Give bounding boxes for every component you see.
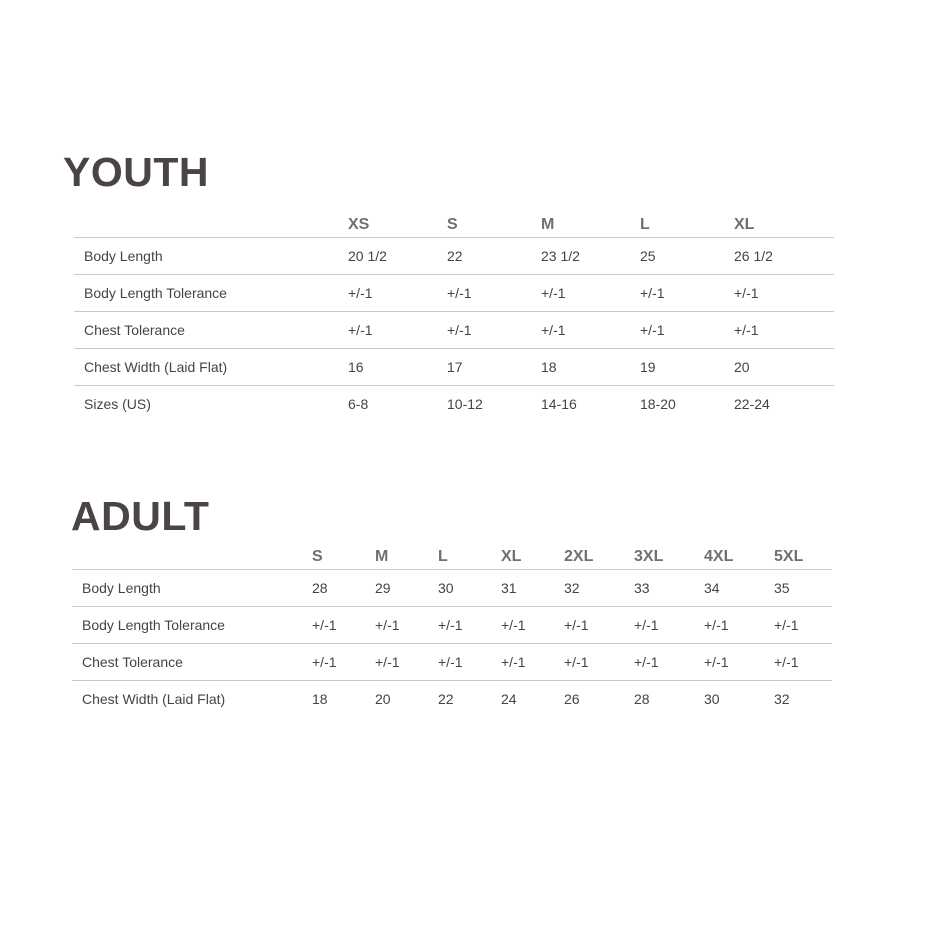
table-cell: +/-1 <box>491 607 554 644</box>
table-cell: +/-1 <box>764 644 832 681</box>
adult-title: ADULT <box>71 493 210 539</box>
table-cell: +/-1 <box>428 644 491 681</box>
table-cell: 18 <box>541 349 640 386</box>
adult-size-header: S <box>302 542 365 570</box>
youth-size-header: XS <box>348 210 447 238</box>
table-cell: 30 <box>428 570 491 607</box>
table-cell: +/-1 <box>624 607 694 644</box>
table-cell: 26 <box>564 691 580 707</box>
table-cell: 33 <box>624 570 694 607</box>
table-row <box>74 312 834 349</box>
table-cell: +/-1 <box>302 644 365 681</box>
table-cell: 28 <box>302 570 365 607</box>
table-cell: +/-1 <box>554 607 624 644</box>
youth-header-row <box>74 210 834 238</box>
table-row <box>74 238 834 275</box>
table-cell: +/-1 <box>348 275 447 312</box>
row-label: Body Length <box>74 238 348 275</box>
table-cell: 22 <box>447 238 541 275</box>
adult-size-header: XL <box>491 542 554 570</box>
table-cell: 18 <box>312 691 328 707</box>
row-label: Chest Tolerance <box>74 312 348 349</box>
adult-size-header: 3XL <box>624 542 694 570</box>
table-cell: 32 <box>774 691 790 707</box>
table-cell: +/-1 <box>554 644 624 681</box>
table-cell: +/-1 <box>640 275 734 312</box>
table-row <box>72 644 832 681</box>
youth-size-header: L <box>640 210 734 238</box>
table-cell: 29 <box>365 570 428 607</box>
table-row <box>74 386 834 423</box>
table-row <box>72 681 832 718</box>
row-label: Chest Width (Laid Flat) <box>82 691 226 707</box>
table-cell: 32 <box>554 570 624 607</box>
table-cell: 20 1/2 <box>348 238 447 275</box>
table-cell: 25 <box>640 238 734 275</box>
table-row <box>74 275 834 312</box>
row-label: Sizes (US) <box>84 396 151 412</box>
youth-size-table <box>74 210 834 422</box>
table-cell: 20 <box>375 691 391 707</box>
youth-title: YOUTH <box>63 149 209 195</box>
table-cell: 23 1/2 <box>541 238 640 275</box>
adult-size-header: 4XL <box>694 542 764 570</box>
table-cell: +/-1 <box>302 607 365 644</box>
table-cell: 22 <box>438 691 454 707</box>
adult-size-table <box>72 542 832 717</box>
table-cell: 26 1/2 <box>734 238 834 275</box>
table-cell: +/-1 <box>541 275 640 312</box>
table-cell: 18-20 <box>640 396 676 412</box>
table-cell: 6-8 <box>348 396 369 412</box>
table-cell: 17 <box>447 349 541 386</box>
youth-size-header: S <box>447 210 541 238</box>
adult-header-row <box>72 542 832 570</box>
table-cell: 16 <box>348 349 447 386</box>
row-label: Body Length Tolerance <box>74 275 348 312</box>
table-row <box>74 349 834 386</box>
table-row <box>72 607 832 644</box>
row-label: Body Length <box>72 570 302 607</box>
table-cell: +/-1 <box>764 607 832 644</box>
adult-size-header: 5XL <box>764 542 832 570</box>
youth-header-label-cell <box>74 210 348 238</box>
table-row <box>72 570 832 607</box>
table-cell: +/-1 <box>694 607 764 644</box>
table-cell: 22-24 <box>734 396 770 412</box>
table-cell: 31 <box>491 570 554 607</box>
table-cell: +/-1 <box>734 312 834 349</box>
table-cell: 10-12 <box>447 396 483 412</box>
youth-size-header: XL <box>734 210 834 238</box>
table-cell: 19 <box>640 349 734 386</box>
adult-header-label-cell <box>72 542 302 570</box>
adult-size-header: 2XL <box>554 542 624 570</box>
table-cell: +/-1 <box>365 607 428 644</box>
table-cell: 30 <box>704 691 720 707</box>
table-cell: +/-1 <box>640 312 734 349</box>
table-cell: 24 <box>501 691 517 707</box>
table-cell: +/-1 <box>348 312 447 349</box>
table-cell: 34 <box>694 570 764 607</box>
adult-size-header: M <box>365 542 428 570</box>
table-cell: +/-1 <box>447 312 541 349</box>
table-cell: +/-1 <box>365 644 428 681</box>
youth-size-header: M <box>541 210 640 238</box>
table-cell: +/-1 <box>491 644 554 681</box>
table-cell: +/-1 <box>734 275 834 312</box>
table-cell: +/-1 <box>447 275 541 312</box>
table-cell: 14-16 <box>541 396 577 412</box>
table-cell: +/-1 <box>541 312 640 349</box>
row-label: Chest Tolerance <box>72 644 302 681</box>
table-cell: 35 <box>764 570 832 607</box>
table-cell: 20 <box>734 349 834 386</box>
table-cell: +/-1 <box>694 644 764 681</box>
row-label: Body Length Tolerance <box>72 607 302 644</box>
table-cell: +/-1 <box>428 607 491 644</box>
adult-size-header: L <box>428 542 491 570</box>
table-cell: 28 <box>634 691 650 707</box>
row-label: Chest Width (Laid Flat) <box>74 349 348 386</box>
table-cell: +/-1 <box>624 644 694 681</box>
